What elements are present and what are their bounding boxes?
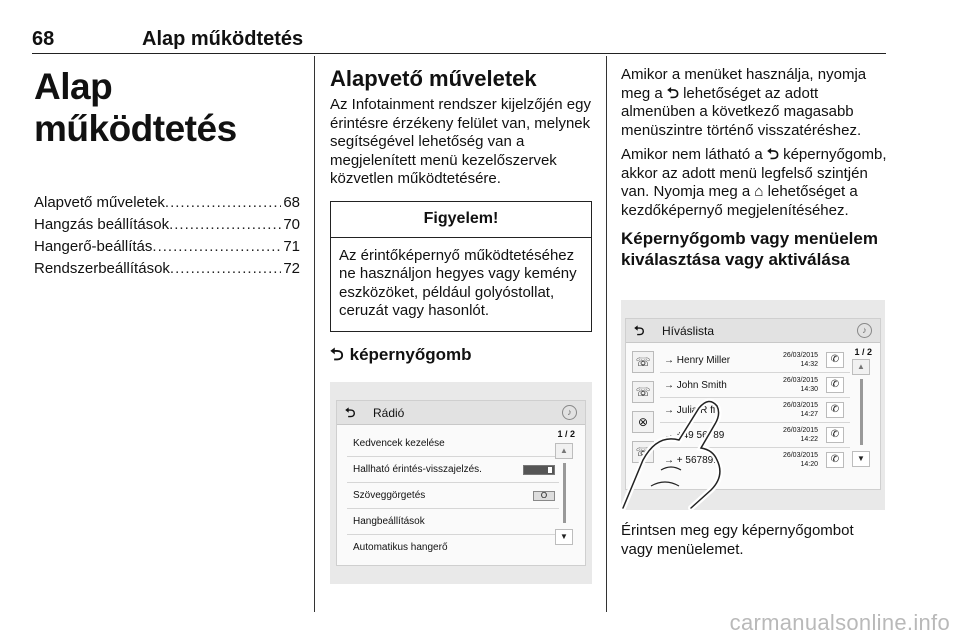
- scroll-down-button[interactable]: ▼: [852, 451, 870, 467]
- back-arrow-icon[interactable]: ⮌: [634, 323, 645, 338]
- back-arrow-icon: ⮌: [666, 84, 679, 102]
- page-indicator: 1 / 2: [854, 347, 872, 357]
- warning-box: [330, 201, 592, 332]
- chapter-column: [34, 56, 300, 280]
- intro-paragraph: Az Infotainment rendszer kijelzőjén egy érintésre érzékeny felület van, melynek segítségével lehetőség van a megjelenített menü kezelőszervek közvetlen működtetésére.: [330, 96, 591, 187]
- scrollbar[interactable]: [860, 379, 863, 445]
- call-list-row[interactable]: → Julia R ff 26/03/2015 14:27 ✆: [660, 399, 850, 423]
- home-paragraph: Amikor nem látható a ⮌ képernyőgomb, akkor az adott menü legfelső szintjén van. Nyomja meg a ⌂ lehetőséget a kezdőképernyő megjelenítéséhez.: [621, 146, 887, 219]
- selection-subheading: Képernyőgomb vagy menüelem kiválasztása vagy aktiválása: [621, 229, 878, 269]
- toc-entry[interactable]: Hangzás beállítások ..... 70: [34, 214, 300, 236]
- back-arrow-icon[interactable]: ⮌: [345, 405, 356, 420]
- call-button[interactable]: ✆: [826, 452, 844, 468]
- recent-calls-icon[interactable]: ☏: [632, 351, 654, 373]
- toc-entry[interactable]: Hangerő-beállítás ..... 71: [34, 236, 300, 258]
- call-list-row[interactable]: → +49 56789 26/03/2015 14:22 ✆: [660, 424, 850, 448]
- chapter-title: Alap működtetés: [34, 66, 237, 149]
- scrollbar[interactable]: [563, 463, 566, 523]
- scroll-down-button[interactable]: ▼: [555, 529, 573, 545]
- scroll-up-button[interactable]: ▲: [852, 359, 870, 375]
- outgoing-call-icon[interactable]: ☏: [632, 441, 654, 463]
- screen-header: [626, 319, 880, 343]
- menu-item[interactable]: Hangbeállítások: [347, 509, 559, 535]
- menu-item[interactable]: Kedvencek kezelése: [347, 431, 559, 457]
- running-head: [32, 26, 886, 54]
- running-title: Alap működtetés: [142, 28, 304, 50]
- back-button-subheading: ⮌ képernyőgomb: [330, 344, 472, 364]
- screen-title: Rádió: [373, 406, 405, 420]
- call-list-row[interactable]: → + 567891 26/03/2015 14:20 ✆: [660, 449, 850, 473]
- call-button[interactable]: ✆: [826, 402, 844, 418]
- page-indicator: 1 / 2: [557, 429, 575, 439]
- music-note-icon: ♪: [562, 405, 577, 420]
- menu-item[interactable]: Szöveggörgetés O: [347, 483, 559, 509]
- call-button[interactable]: ✆: [826, 377, 844, 393]
- back-arrow-icon: ⮌: [766, 146, 779, 163]
- back-paragraph: Amikor a menüket használja, nyomja meg a ⮌ lehetőséget az adott almenüben a következő magasabb menüszintre történő visszatéréshez.: [621, 66, 867, 139]
- call-list-illustration: [621, 300, 885, 510]
- section-title: Alapvető műveletek: [330, 66, 537, 91]
- column-divider: [606, 56, 607, 612]
- selection-column: [621, 56, 887, 270]
- music-note-icon: ♪: [857, 323, 872, 338]
- call-button[interactable]: ✆: [826, 352, 844, 368]
- finger-illustration: [621, 390, 751, 510]
- contacts-icon[interactable]: ⊗: [632, 411, 654, 433]
- menu-item[interactable]: Hallható érintés-visszajelzés.: [347, 457, 559, 483]
- toc-entry[interactable]: Alapvető műveletek ..... 68: [34, 192, 300, 214]
- figure-caption: Érintsen meg egy képernyőgombot vagy menüelemet.: [621, 522, 854, 558]
- watermark: carmanualsonline.info: [729, 610, 950, 635]
- page-number: 68: [32, 28, 55, 50]
- screen-title: Híváslista: [662, 324, 715, 338]
- home-icon: ⌂: [754, 183, 764, 200]
- warning-body: Az érintőképernyő működtetéséhez ne használjon hegyes vagy kemény eszközöket, például golyóstollat, ceruzát vagy hasonlót.: [339, 246, 577, 319]
- warning-heading: Figyelem!: [331, 202, 591, 238]
- toggle-switch-off[interactable]: O: [533, 491, 555, 501]
- incoming-call-icon[interactable]: ☏: [632, 381, 654, 403]
- radio-screen-illustration: [330, 382, 592, 584]
- screen-header: [337, 401, 585, 425]
- back-arrow-icon: ⮌: [330, 344, 344, 364]
- call-button[interactable]: ✆: [826, 427, 844, 443]
- call-list-row[interactable]: → Henry Miller 26/03/2015 14:32 ✆: [660, 349, 850, 373]
- call-list-row[interactable]: → John Smith 26/03/2015 14:30 ✆: [660, 374, 850, 398]
- toggle-switch[interactable]: [523, 465, 555, 475]
- toc-entry[interactable]: Rendszerbeállítások ..... 72: [34, 258, 300, 280]
- column-divider: [314, 56, 315, 612]
- basic-operations-column: [330, 56, 592, 366]
- table-of-contents: [34, 192, 300, 280]
- menu-item[interactable]: Automatikus hangerő: [353, 542, 448, 553]
- scroll-up-button[interactable]: ▲: [555, 443, 573, 459]
